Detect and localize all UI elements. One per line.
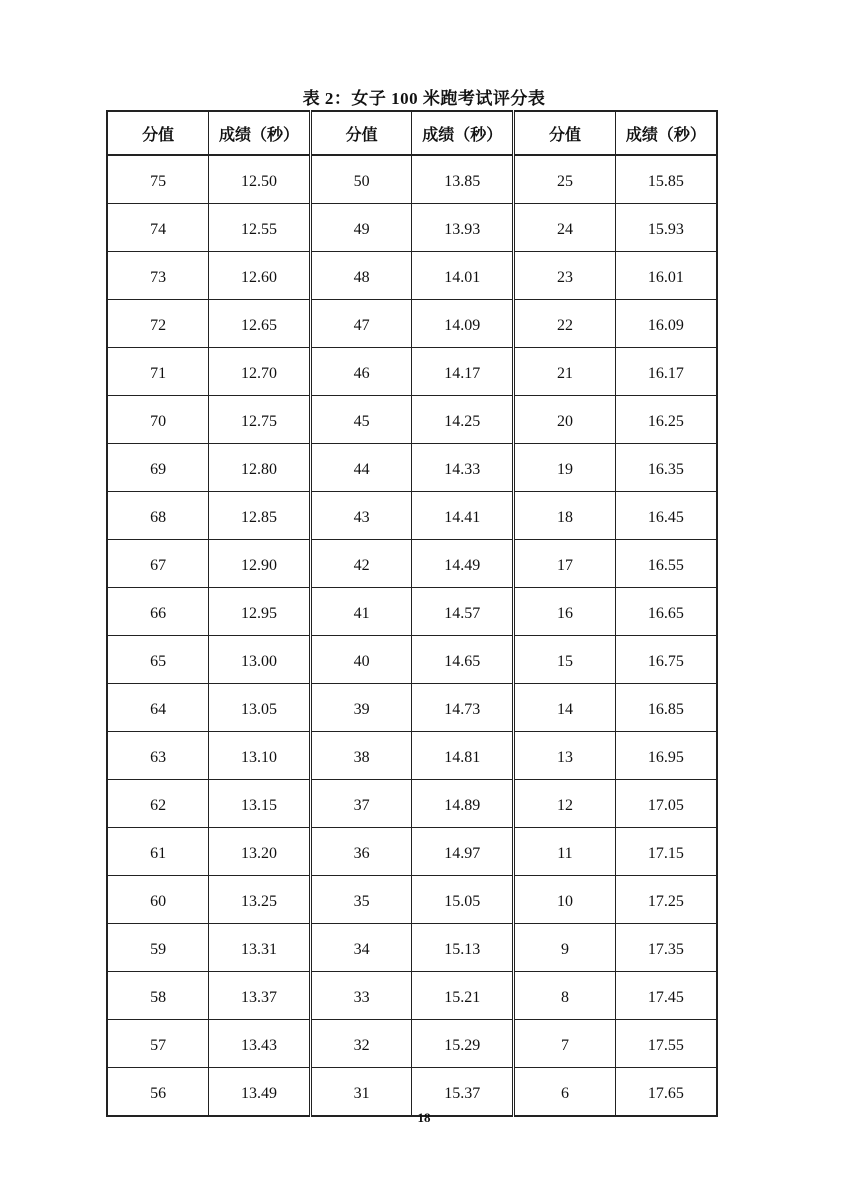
score-cell: 44 <box>310 444 412 492</box>
time-cell: 16.01 <box>615 252 717 300</box>
time-cell: 14.33 <box>412 444 514 492</box>
time-cell: 14.49 <box>412 540 514 588</box>
score-cell: 71 <box>107 348 209 396</box>
time-cell: 15.37 <box>412 1068 514 1117</box>
time-cell: 15.21 <box>412 972 514 1020</box>
time-cell: 16.65 <box>615 588 717 636</box>
header-cell: 分值 <box>514 111 616 155</box>
table-row <box>107 588 717 636</box>
time-cell: 15.85 <box>615 155 717 204</box>
score-cell: 11 <box>514 828 616 876</box>
table-row <box>107 540 717 588</box>
score-cell: 62 <box>107 780 209 828</box>
score-cell: 64 <box>107 684 209 732</box>
time-cell: 14.73 <box>412 684 514 732</box>
score-cell: 50 <box>310 155 412 204</box>
score-cell: 74 <box>107 204 209 252</box>
score-cell: 31 <box>310 1068 412 1117</box>
time-cell: 13.10 <box>209 732 311 780</box>
table-row <box>107 972 717 1020</box>
score-cell: 61 <box>107 828 209 876</box>
page-number: 18 <box>417 1110 431 1125</box>
time-cell: 14.01 <box>412 252 514 300</box>
score-cell: 23 <box>514 252 616 300</box>
score-cell: 10 <box>514 876 616 924</box>
table-row <box>107 684 717 732</box>
time-cell: 16.85 <box>615 684 717 732</box>
time-cell: 17.65 <box>615 1068 717 1117</box>
time-cell: 12.85 <box>209 492 311 540</box>
score-cell: 63 <box>107 732 209 780</box>
time-cell: 14.17 <box>412 348 514 396</box>
table-body <box>107 155 717 1116</box>
table-row <box>107 780 717 828</box>
score-cell: 47 <box>310 300 412 348</box>
time-cell: 17.05 <box>615 780 717 828</box>
time-cell: 13.05 <box>209 684 311 732</box>
score-cell: 20 <box>514 396 616 444</box>
time-cell: 13.20 <box>209 828 311 876</box>
header-cell: 分值 <box>107 111 209 155</box>
time-cell: 17.15 <box>615 828 717 876</box>
score-cell: 36 <box>310 828 412 876</box>
time-cell: 12.90 <box>209 540 311 588</box>
time-cell: 17.45 <box>615 972 717 1020</box>
score-cell: 35 <box>310 876 412 924</box>
time-cell: 12.60 <box>209 252 311 300</box>
score-cell: 33 <box>310 972 412 1020</box>
time-cell: 12.65 <box>209 300 311 348</box>
score-cell: 19 <box>514 444 616 492</box>
time-cell: 13.37 <box>209 972 311 1020</box>
time-cell: 14.89 <box>412 780 514 828</box>
score-cell: 67 <box>107 540 209 588</box>
score-cell: 39 <box>310 684 412 732</box>
score-cell: 6 <box>514 1068 616 1117</box>
time-cell: 12.95 <box>209 588 311 636</box>
score-cell: 34 <box>310 924 412 972</box>
table-row <box>107 1020 717 1068</box>
table-row <box>107 876 717 924</box>
score-cell: 69 <box>107 444 209 492</box>
score-cell: 40 <box>310 636 412 684</box>
score-cell: 57 <box>107 1020 209 1068</box>
score-cell: 66 <box>107 588 209 636</box>
time-cell: 13.25 <box>209 876 311 924</box>
time-cell: 17.35 <box>615 924 717 972</box>
score-cell: 9 <box>514 924 616 972</box>
time-cell: 17.55 <box>615 1020 717 1068</box>
table-title: 表 2：女子 100 米跑考试评分表 <box>302 89 546 108</box>
header-cell: 成绩（秒） <box>209 111 311 155</box>
header-cell: 成绩（秒） <box>412 111 514 155</box>
time-cell: 12.50 <box>209 155 311 204</box>
time-cell: 16.45 <box>615 492 717 540</box>
table-row <box>107 1068 717 1117</box>
time-cell: 12.55 <box>209 204 311 252</box>
time-cell: 14.65 <box>412 636 514 684</box>
time-cell: 13.49 <box>209 1068 311 1117</box>
score-cell: 14 <box>514 684 616 732</box>
score-cell: 12 <box>514 780 616 828</box>
score-cell: 65 <box>107 636 209 684</box>
score-cell: 45 <box>310 396 412 444</box>
time-cell: 13.43 <box>209 1020 311 1068</box>
time-cell: 14.09 <box>412 300 514 348</box>
table-row <box>107 252 717 300</box>
table-row <box>107 204 717 252</box>
score-cell: 68 <box>107 492 209 540</box>
score-cell: 21 <box>514 348 616 396</box>
score-cell: 24 <box>514 204 616 252</box>
time-cell: 15.29 <box>412 1020 514 1068</box>
time-cell: 14.41 <box>412 492 514 540</box>
table-row <box>107 396 717 444</box>
score-cell: 17 <box>514 540 616 588</box>
score-cell: 38 <box>310 732 412 780</box>
time-cell: 16.35 <box>615 444 717 492</box>
score-cell: 13 <box>514 732 616 780</box>
time-cell: 12.70 <box>209 348 311 396</box>
score-cell: 8 <box>514 972 616 1020</box>
time-cell: 13.93 <box>412 204 514 252</box>
time-cell: 12.75 <box>209 396 311 444</box>
score-cell: 42 <box>310 540 412 588</box>
score-cell: 22 <box>514 300 616 348</box>
time-cell: 16.95 <box>615 732 717 780</box>
table-row <box>107 924 717 972</box>
table-row <box>107 444 717 492</box>
score-cell: 7 <box>514 1020 616 1068</box>
score-cell: 43 <box>310 492 412 540</box>
time-cell: 14.97 <box>412 828 514 876</box>
score-cell: 59 <box>107 924 209 972</box>
score-cell: 16 <box>514 588 616 636</box>
time-cell: 14.57 <box>412 588 514 636</box>
score-cell: 41 <box>310 588 412 636</box>
time-cell: 13.31 <box>209 924 311 972</box>
time-cell: 13.15 <box>209 780 311 828</box>
header-cell: 成绩（秒） <box>615 111 717 155</box>
time-cell: 17.25 <box>615 876 717 924</box>
time-cell: 15.05 <box>412 876 514 924</box>
table-row <box>107 828 717 876</box>
score-cell: 60 <box>107 876 209 924</box>
score-cell: 56 <box>107 1068 209 1117</box>
score-cell: 73 <box>107 252 209 300</box>
table-row <box>107 348 717 396</box>
score-cell: 37 <box>310 780 412 828</box>
score-cell: 58 <box>107 972 209 1020</box>
header-cell: 分值 <box>310 111 412 155</box>
time-cell: 16.17 <box>615 348 717 396</box>
score-table <box>106 110 718 1117</box>
score-cell: 25 <box>514 155 616 204</box>
header-row <box>107 111 717 155</box>
score-cell: 49 <box>310 204 412 252</box>
score-cell: 75 <box>107 155 209 204</box>
time-cell: 16.75 <box>615 636 717 684</box>
time-cell: 16.09 <box>615 300 717 348</box>
time-cell: 14.81 <box>412 732 514 780</box>
score-cell: 18 <box>514 492 616 540</box>
time-cell: 16.25 <box>615 396 717 444</box>
time-cell: 12.80 <box>209 444 311 492</box>
time-cell: 13.00 <box>209 636 311 684</box>
time-cell: 16.55 <box>615 540 717 588</box>
score-cell: 46 <box>310 348 412 396</box>
time-cell: 15.93 <box>615 204 717 252</box>
table-row <box>107 300 717 348</box>
score-cell: 48 <box>310 252 412 300</box>
score-cell: 32 <box>310 1020 412 1068</box>
table-row <box>107 636 717 684</box>
score-cell: 72 <box>107 300 209 348</box>
time-cell: 15.13 <box>412 924 514 972</box>
time-cell: 13.85 <box>412 155 514 204</box>
score-cell: 15 <box>514 636 616 684</box>
time-cell: 14.25 <box>412 396 514 444</box>
score-cell: 70 <box>107 396 209 444</box>
table-row <box>107 155 717 204</box>
table-row <box>107 732 717 780</box>
table-row <box>107 492 717 540</box>
